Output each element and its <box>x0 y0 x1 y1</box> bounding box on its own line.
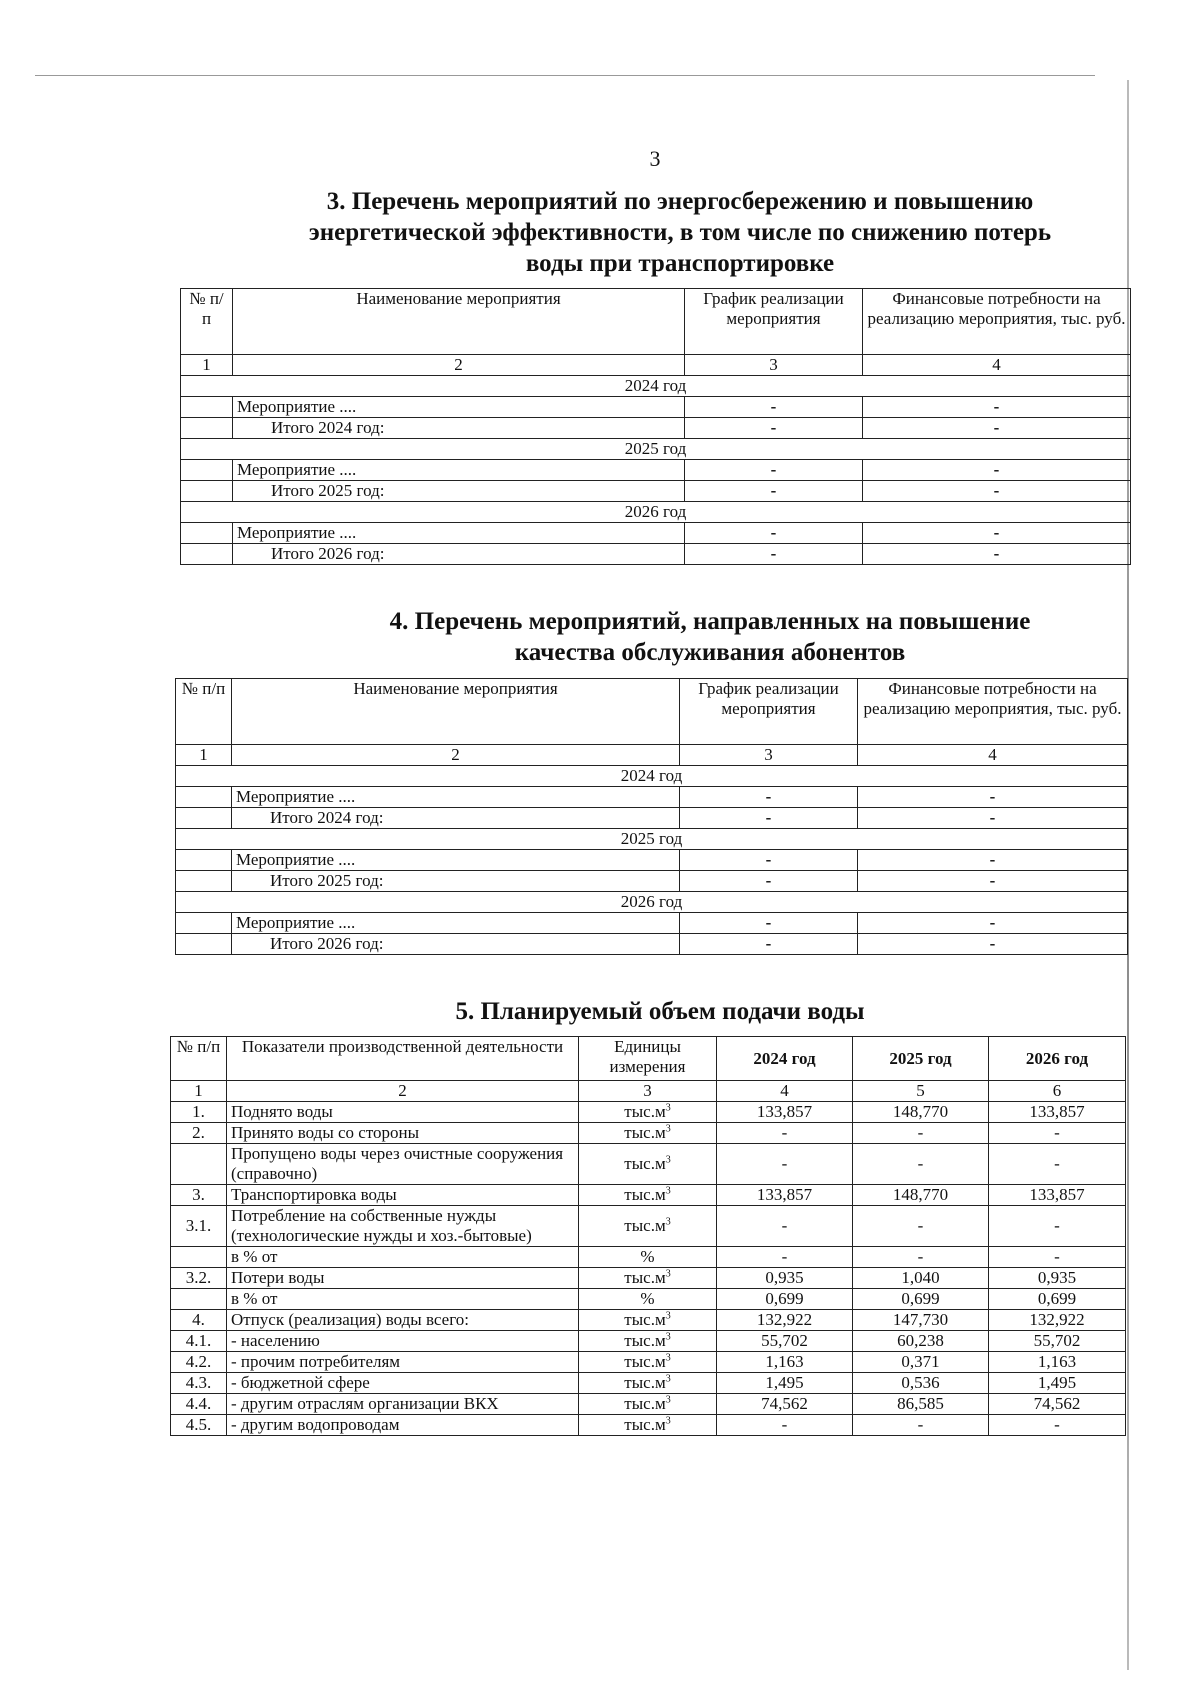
table-row <box>171 1331 1126 1352</box>
header-schedule: График реализации мероприятия <box>680 679 858 745</box>
row-num: 4.2. <box>171 1352 227 1373</box>
year-row <box>176 892 1128 913</box>
header-2024: 2024 год <box>717 1037 853 1081</box>
value-2024: - <box>717 1206 853 1247</box>
unit-superscript: 3 <box>665 1310 671 1322</box>
measure-name: Мероприятие .... <box>233 523 685 544</box>
year-label: 2025 год <box>181 439 1131 460</box>
row-num: 4. <box>171 1310 227 1331</box>
value-2024: - <box>717 1415 853 1436</box>
section-5-title: 5. Планируемый объем подачи воды <box>455 998 865 1025</box>
row-num <box>171 1144 227 1185</box>
table-row <box>181 460 1131 481</box>
unit-cell <box>579 1310 717 1331</box>
header-num: № п/п <box>171 1037 227 1081</box>
finance-value: - <box>858 934 1128 955</box>
unit-cell <box>579 1102 717 1123</box>
section-3-table <box>180 288 1131 565</box>
row-num: 3. <box>171 1185 227 1206</box>
header-indicator: Показатели производственной деятельности <box>227 1037 579 1081</box>
schedule-value: - <box>680 913 858 934</box>
value-2026: - <box>989 1415 1126 1436</box>
section-3-title-line: воды при транспортировке <box>525 250 835 277</box>
unit-cell <box>579 1206 717 1247</box>
row-num <box>176 787 232 808</box>
finance-value: - <box>858 850 1128 871</box>
unit-cell <box>579 1415 717 1436</box>
unit-cell <box>579 1394 717 1415</box>
header-num: № п/п <box>176 679 232 745</box>
row-num <box>176 913 232 934</box>
value-2026: - <box>989 1144 1126 1185</box>
value-2024: 133,857 <box>717 1185 853 1206</box>
section-5-table-body <box>171 1102 1126 1436</box>
row-num: 4.3. <box>171 1373 227 1394</box>
table-row <box>171 1352 1126 1373</box>
value-2025: 60,238 <box>853 1331 989 1352</box>
schedule-value: - <box>685 481 863 502</box>
year-label: 2026 год <box>176 892 1128 913</box>
finance-value: - <box>863 418 1131 439</box>
value-2026: - <box>989 1206 1126 1247</box>
finance-value: - <box>863 397 1131 418</box>
schedule-value: - <box>685 544 863 565</box>
total-label: Итого 2025 год: <box>233 481 685 502</box>
value-2024: 132,922 <box>717 1310 853 1331</box>
unit-text: тыс.м <box>624 1154 666 1173</box>
year-row <box>181 502 1131 523</box>
scan-top-rule <box>35 75 1095 76</box>
value-2024: - <box>717 1123 853 1144</box>
col-number: 2 <box>233 355 685 376</box>
value-2026: - <box>989 1247 1126 1268</box>
row-num: 4.4. <box>171 1394 227 1415</box>
value-2025: 148,770 <box>853 1185 989 1206</box>
unit-superscript: 3 <box>665 1415 671 1427</box>
unit-superscript: 3 <box>665 1394 671 1406</box>
row-num <box>181 460 233 481</box>
finance-value: - <box>863 460 1131 481</box>
section-5-table <box>170 1036 1126 1436</box>
table-row <box>181 523 1131 544</box>
row-num: 3.1. <box>171 1206 227 1247</box>
row-num <box>171 1289 227 1310</box>
table-row <box>171 1123 1126 1144</box>
row-num <box>176 871 232 892</box>
value-2024: 55,702 <box>717 1331 853 1352</box>
unit-superscript: 3 <box>665 1352 671 1364</box>
unit-superscript: 3 <box>665 1123 671 1135</box>
table-row <box>176 787 1128 808</box>
table-header-row <box>176 679 1128 745</box>
row-num: 4.1. <box>171 1331 227 1352</box>
unit-cell <box>579 1373 717 1394</box>
section-4-table <box>175 678 1128 955</box>
total-label: Итого 2024 год: <box>232 808 680 829</box>
indicator-name: - бюджетной сфере <box>227 1373 579 1394</box>
unit-text: тыс.м <box>624 1331 666 1350</box>
section-3-title-line: энергетической эффективности, в том числе по снижению потерь <box>308 219 1052 246</box>
value-2024: 0,699 <box>717 1289 853 1310</box>
unit-superscript: 3 <box>665 1154 671 1166</box>
section-4-title-line: 4. Перечень мероприятий, направленных на повышение <box>389 608 1031 635</box>
schedule-value: - <box>680 808 858 829</box>
col-number: 4 <box>717 1081 853 1102</box>
table-row <box>176 913 1128 934</box>
col-number: 5 <box>853 1081 989 1102</box>
value-2026: 133,857 <box>989 1185 1126 1206</box>
row-num <box>181 544 233 565</box>
unit-text: тыс.м <box>624 1415 666 1434</box>
col-number: 1 <box>176 745 232 766</box>
table-row <box>176 934 1128 955</box>
finance-value: - <box>863 544 1131 565</box>
row-num: 3.2. <box>171 1268 227 1289</box>
value-2024: 1,495 <box>717 1373 853 1394</box>
unit-cell <box>579 1352 717 1373</box>
unit-cell <box>579 1268 717 1289</box>
col-number: 3 <box>685 355 863 376</box>
table-row <box>171 1102 1126 1123</box>
schedule-value: - <box>680 871 858 892</box>
year-row <box>181 376 1131 397</box>
schedule-value: - <box>685 460 863 481</box>
unit-cell <box>579 1123 717 1144</box>
total-label: Итого 2024 год: <box>233 418 685 439</box>
finance-value: - <box>858 787 1128 808</box>
row-num <box>176 808 232 829</box>
header-2025: 2025 год <box>853 1037 989 1081</box>
unit-text: тыс.м <box>624 1216 666 1235</box>
value-2025: 0,371 <box>853 1352 989 1373</box>
value-2025: - <box>853 1415 989 1436</box>
value-2024: - <box>717 1247 853 1268</box>
table-row <box>176 808 1128 829</box>
table-row <box>181 418 1131 439</box>
unit-text: тыс.м <box>624 1373 666 1392</box>
col-number: 3 <box>680 745 858 766</box>
year-label: 2024 год <box>176 766 1128 787</box>
unit-cell <box>579 1331 717 1352</box>
section-3-title-line: 3. Перечень мероприятий по энергосбережению и повышению <box>326 188 1034 215</box>
unit-cell: % <box>579 1289 717 1310</box>
row-num <box>181 397 233 418</box>
unit-cell <box>579 1144 717 1185</box>
header-num: № п/п <box>181 289 233 355</box>
header-schedule: График реализации мероприятия <box>685 289 863 355</box>
value-2026: 133,857 <box>989 1102 1126 1123</box>
unit-text: тыс.м <box>624 1268 666 1287</box>
table-row <box>171 1206 1126 1247</box>
table-row <box>171 1247 1126 1268</box>
year-row <box>176 829 1128 850</box>
schedule-value: - <box>685 397 863 418</box>
column-number-row <box>176 745 1128 766</box>
year-row <box>176 766 1128 787</box>
value-2026: 0,935 <box>989 1268 1126 1289</box>
value-2025: 0,699 <box>853 1289 989 1310</box>
table-row <box>181 397 1131 418</box>
row-num <box>171 1247 227 1268</box>
measure-name: Мероприятие .... <box>232 787 680 808</box>
section-4-title <box>340 606 1080 668</box>
unit-cell: % <box>579 1247 717 1268</box>
table-row <box>176 871 1128 892</box>
value-2024: 74,562 <box>717 1394 853 1415</box>
unit-superscript: 3 <box>665 1216 671 1228</box>
value-2026: 55,702 <box>989 1331 1126 1352</box>
row-num <box>181 481 233 502</box>
row-num: 4.5. <box>171 1415 227 1436</box>
table-row <box>171 1289 1126 1310</box>
value-2024: 0,935 <box>717 1268 853 1289</box>
indicator-name: Пропущено воды через очистные сооружения (справочно) <box>227 1144 579 1185</box>
row-num: 1. <box>171 1102 227 1123</box>
unit-superscript: 3 <box>665 1185 671 1197</box>
total-label: Итого 2026 год: <box>232 934 680 955</box>
header-name: Наименование мероприятия <box>233 289 685 355</box>
unit-cell <box>579 1185 717 1206</box>
indicator-name: - прочим потребителям <box>227 1352 579 1373</box>
value-2026: 74,562 <box>989 1394 1126 1415</box>
value-2026: 132,922 <box>989 1310 1126 1331</box>
unit-text: тыс.м <box>624 1102 666 1121</box>
value-2026: 0,699 <box>989 1289 1126 1310</box>
year-label: 2026 год <box>181 502 1131 523</box>
finance-value: - <box>858 871 1128 892</box>
table-header-row <box>181 289 1131 355</box>
col-number: 2 <box>227 1081 579 1102</box>
row-num <box>176 934 232 955</box>
header-unit: Единицы измерения <box>579 1037 717 1081</box>
measure-name: Мероприятие .... <box>233 460 685 481</box>
finance-value: - <box>863 523 1131 544</box>
col-number: 3 <box>579 1081 717 1102</box>
value-2024: - <box>717 1144 853 1185</box>
unit-text: тыс.м <box>624 1123 666 1142</box>
unit-text: тыс.м <box>624 1352 666 1371</box>
value-2025: 0,536 <box>853 1373 989 1394</box>
table-row <box>171 1310 1126 1331</box>
indicator-name: Потребление на собственные нужды (технологические нужды и хоз.-бытовые) <box>227 1206 579 1247</box>
header-2026: 2026 год <box>989 1037 1126 1081</box>
indicator-name: в % от <box>227 1247 579 1268</box>
year-label: 2024 год <box>181 376 1131 397</box>
table-row <box>171 1144 1126 1185</box>
value-2025: - <box>853 1206 989 1247</box>
indicator-name: Поднято воды <box>227 1102 579 1123</box>
unit-superscript: 3 <box>665 1102 671 1114</box>
table-row <box>171 1373 1126 1394</box>
column-number-row <box>171 1081 1126 1102</box>
col-number: 6 <box>989 1081 1126 1102</box>
unit-superscript: 3 <box>665 1268 671 1280</box>
schedule-value: - <box>680 934 858 955</box>
value-2025: - <box>853 1247 989 1268</box>
table-header-row <box>171 1037 1126 1081</box>
finance-value: - <box>863 481 1131 502</box>
header-finance: Финансовые потребности на реализацию мероприятия, тыс. руб. <box>863 289 1131 355</box>
unit-text: тыс.м <box>624 1185 666 1204</box>
table-row <box>171 1185 1126 1206</box>
table-row <box>171 1268 1126 1289</box>
indicator-name: Потери воды <box>227 1268 579 1289</box>
value-2026: - <box>989 1123 1126 1144</box>
value-2024: 1,163 <box>717 1352 853 1373</box>
unit-text: тыс.м <box>624 1310 666 1329</box>
unit-superscript: 3 <box>665 1331 671 1343</box>
table-row <box>176 850 1128 871</box>
value-2026: 1,163 <box>989 1352 1126 1373</box>
col-number: 1 <box>171 1081 227 1102</box>
year-row <box>181 439 1131 460</box>
section-4-title-line: качества обслуживания абонентов <box>514 639 906 666</box>
table-row <box>171 1394 1126 1415</box>
schedule-value: - <box>680 850 858 871</box>
unit-superscript: 3 <box>665 1373 671 1385</box>
value-2025: - <box>853 1123 989 1144</box>
schedule-value: - <box>685 418 863 439</box>
table-row <box>181 544 1131 565</box>
value-2025: 147,730 <box>853 1310 989 1331</box>
column-number-row <box>181 355 1131 376</box>
col-number: 4 <box>863 355 1131 376</box>
header-name: Наименование мероприятия <box>232 679 680 745</box>
value-2025: - <box>853 1144 989 1185</box>
measure-name: Мероприятие .... <box>233 397 685 418</box>
col-number: 2 <box>232 745 680 766</box>
value-2025: 148,770 <box>853 1102 989 1123</box>
measure-name: Мероприятие .... <box>232 850 680 871</box>
value-2025: 86,585 <box>853 1394 989 1415</box>
table-row <box>181 481 1131 502</box>
value-2025: 1,040 <box>853 1268 989 1289</box>
row-num: 2. <box>171 1123 227 1144</box>
value-2024: 133,857 <box>717 1102 853 1123</box>
finance-value: - <box>858 808 1128 829</box>
total-label: Итого 2025 год: <box>232 871 680 892</box>
col-number: 1 <box>181 355 233 376</box>
row-num <box>181 418 233 439</box>
indicator-name: - другим отраслям организации ВКХ <box>227 1394 579 1415</box>
indicator-name: Транспортировка воды <box>227 1185 579 1206</box>
col-number: 4 <box>858 745 1128 766</box>
total-label: Итого 2026 год: <box>233 544 685 565</box>
indicator-name: - населению <box>227 1331 579 1352</box>
value-2026: 1,495 <box>989 1373 1126 1394</box>
table-row <box>171 1415 1126 1436</box>
row-num <box>176 850 232 871</box>
indicator-name: - другим водопроводам <box>227 1415 579 1436</box>
year-label: 2025 год <box>176 829 1128 850</box>
schedule-value: - <box>680 787 858 808</box>
header-finance: Финансовые потребности на реализацию мероприятия, тыс. руб. <box>858 679 1128 745</box>
section-3-title <box>260 186 1100 279</box>
page-number: 3 <box>649 146 661 171</box>
row-num <box>181 523 233 544</box>
measure-name: Мероприятие .... <box>232 913 680 934</box>
schedule-value: - <box>685 523 863 544</box>
finance-value: - <box>858 913 1128 934</box>
indicator-name: Принято воды со стороны <box>227 1123 579 1144</box>
indicator-name: Отпуск (реализация) воды всего: <box>227 1310 579 1331</box>
unit-text: тыс.м <box>624 1394 666 1413</box>
indicator-name: в % от <box>227 1289 579 1310</box>
